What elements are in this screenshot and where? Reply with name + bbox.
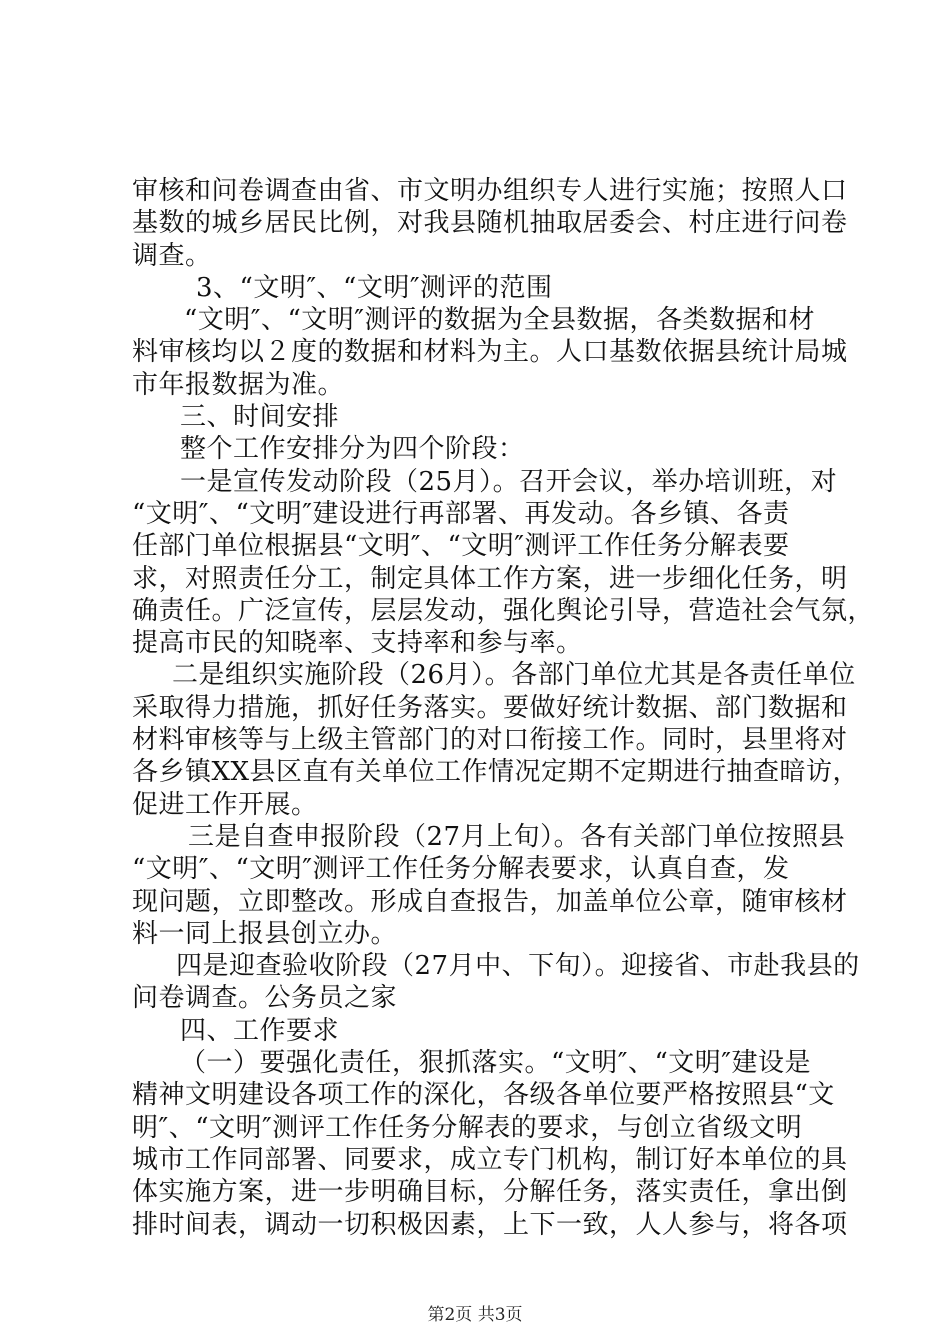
text-line: 料一同上报县创立办。 bbox=[132, 918, 398, 949]
text-line: （一）要强化责任，狠抓落实。“文明″、“文明″建设是 bbox=[180, 1048, 812, 1079]
text-line: 体实施方案，进一步明确目标，分解任务，落实责任，拿出倒 bbox=[132, 1177, 848, 1208]
text-line: 明″、“文明″测评工作任务分解表的要求，与创立省级文明 bbox=[132, 1112, 803, 1143]
text-line: 市年报数据为准。 bbox=[132, 369, 345, 400]
text-line: 确责任。广泛宣传，层层发动，强化舆论引导，营造社会气氛， bbox=[132, 595, 875, 626]
text-line: 任部门单位根据县“文明″、“文明″测评工作任务分解表要 bbox=[132, 531, 790, 562]
text-line: 材料审核等与上级主管部门的对口衔接工作。同时，县里将对 bbox=[132, 725, 848, 756]
text-line: 现问题，立即整改。形成自查报告，加盖单位公章，随审核材 bbox=[132, 886, 848, 917]
text-line: 求，对照责任分工，制定具体工作方案，进一步细化任务，明 bbox=[132, 563, 848, 594]
text-line: 整个工作安排分为四个阶段： bbox=[180, 434, 525, 465]
text-line: 调查。 bbox=[132, 240, 212, 271]
text-line: 提高市民的知晓率、支持率和参与率。 bbox=[132, 628, 583, 659]
text-line: 精神文明建设各项工作的深化，各级各单位要严格按照县“文 bbox=[132, 1080, 835, 1111]
text-line: 审核和问卷调查由省、市文明办组织专人进行实施；按照人口 bbox=[132, 176, 848, 206]
section-heading: 3、“文明″、“文明″测评的范围 bbox=[196, 272, 553, 303]
text-line: 城市工作同部署、同要求，成立专门机构，制订好本单位的具 bbox=[132, 1144, 848, 1175]
text-line: “文明″、“文明″测评的数据为全县数据，各类数据和材 bbox=[184, 305, 816, 336]
text-line: 二是组织实施阶段（26月）。各部门单位尤其是各责任单位 bbox=[172, 660, 856, 691]
text-line: 各乡镇XX县区直有关单位工作情况定期不定期进行抽查暗访， bbox=[132, 757, 860, 788]
document-body bbox=[132, 175, 875, 1241]
text-line: “文明″、“文明″测评工作任务分解表要求，认真自查，发 bbox=[132, 854, 790, 885]
section-heading: 三、时间安排 bbox=[180, 402, 340, 433]
page-number-footer: 第2页 共3页 bbox=[427, 1305, 523, 1325]
text-line: 问卷调查。公务员之家 bbox=[132, 983, 398, 1014]
text-line: 促进工作开展。 bbox=[132, 789, 318, 820]
section-heading: 四、工作要求 bbox=[180, 1015, 340, 1046]
text-line: 采取得力措施，抓好任务落实。要做好统计数据、部门数据和 bbox=[132, 692, 848, 723]
text-line: 料审核均以２度的数据和材料为主。人口基数依据县统计局城 bbox=[132, 337, 848, 368]
text-line: 三是自查申报阶段（27月上旬）。各有关部门单位按照县 bbox=[188, 821, 846, 852]
text-line: “文明″、“文明″建设进行再部署、再发动。各乡镇、各责 bbox=[132, 498, 790, 529]
text-line: 四是迎查验收阶段（27月中、下旬）。迎接省、市赴我县的 bbox=[176, 951, 860, 982]
text-line: 基数的城乡居民比例，对我县随机抽取居委会、村庄进行问卷 bbox=[132, 208, 848, 239]
text-line: 排时间表，调动一切积极因素，上下一致，人人参与，将各项 bbox=[132, 1209, 848, 1240]
text-line: 一是宣传发动阶段（25月）。召开会议，举办培训班，对 bbox=[180, 466, 838, 497]
